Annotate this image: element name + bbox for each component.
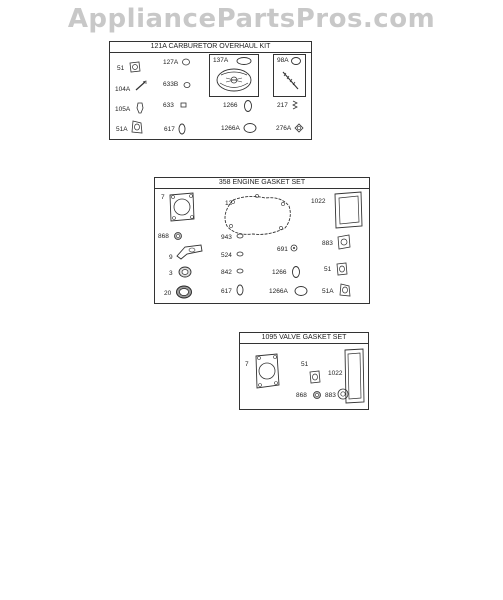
part-label-633B: 633B: [163, 81, 179, 88]
oring-1266-icon: [243, 99, 253, 113]
part-label-51: 51: [301, 361, 309, 368]
part-label-98A: 98A: [277, 57, 289, 64]
cylinder-head-gasket-7-icon: [167, 191, 197, 223]
washer-127A-icon: [181, 57, 191, 67]
part-label-51A: 51A: [116, 126, 128, 133]
oil-seal-20-icon: [175, 284, 193, 300]
part-label-104A: 104A: [115, 86, 131, 93]
oring-1266A-icon: [242, 122, 258, 134]
oring-943-icon: [235, 232, 245, 240]
part-label-9: 9: [169, 254, 173, 261]
part-label-127A: 127A: [163, 59, 179, 66]
valve-cover-gasket-1022-icon: [331, 190, 365, 230]
part-label-691: 691: [277, 246, 288, 253]
part-label-1022: 1022: [311, 198, 326, 205]
carburetor-kit-title: 121A CARBURETOR OVERHAUL KIT: [110, 42, 311, 53]
engine-gasket-set-title: 358 ENGINE GASKET SET: [155, 178, 369, 189]
gasket-51-icon: [128, 60, 142, 74]
oring-842-icon: [235, 267, 245, 275]
valve-gasket-set-panel: [239, 332, 369, 410]
part-label-524: 524: [221, 252, 232, 259]
part-label-1266A: 1266A: [269, 288, 288, 295]
part-label-51: 51: [324, 266, 332, 273]
seal-868-icon: [312, 390, 322, 400]
gasket-883-icon: [335, 233, 353, 251]
part-label-883: 883: [325, 392, 336, 399]
part-label-51A: 51A: [322, 288, 334, 295]
ring-617-icon: [177, 122, 187, 136]
part-label-276A: 276A: [276, 125, 292, 132]
gasket-276A-icon: [293, 122, 305, 134]
oil-seal-3-icon: [177, 265, 193, 279]
carburetor-overhaul-kit-panel: [109, 41, 312, 140]
part-label-868: 868: [296, 392, 307, 399]
part-label-1022: 1022: [328, 370, 343, 377]
part-box-98A: [273, 54, 306, 97]
washer-691-icon: [289, 243, 299, 253]
float-bowl-gasket-137A-icon: [214, 66, 254, 94]
needle-spring-98A-icon: [280, 69, 302, 93]
part-label-868: 868: [158, 233, 169, 240]
oring-98A-icon: [290, 56, 302, 66]
seal-868-icon: [173, 231, 183, 241]
watermark-logo: AppliancePartsPros.com: [67, 4, 436, 34]
oring-524-icon: [235, 250, 245, 258]
valve-gasket-set-title: 1095 VALVE GASKET SET: [240, 333, 368, 344]
gasket-51A-icon: [130, 119, 144, 135]
spring-217-icon: [290, 99, 300, 111]
part-label-217: 217: [277, 102, 288, 109]
part-label-12: 12: [225, 200, 233, 207]
ring-617-icon: [235, 283, 245, 297]
part-label-1266: 1266: [223, 102, 238, 109]
crankcase-gasket-12-icon: [219, 192, 295, 238]
part-label-883: 883: [322, 240, 333, 247]
part-label-7: 7: [161, 194, 165, 201]
part-label-943: 943: [221, 234, 232, 241]
gasket-51-icon: [308, 369, 322, 385]
gasket-51A-icon: [338, 282, 352, 298]
seat-105A-icon: [135, 101, 145, 115]
needle-104A-icon: [134, 80, 148, 92]
exhaust-gasket-9-icon: [175, 242, 205, 262]
part-label-51: 51: [117, 65, 125, 72]
part-label-842: 842: [221, 269, 232, 276]
part-label-1266A: 1266A: [221, 125, 240, 132]
part-label-20: 20: [164, 290, 172, 297]
oring-1266-icon: [291, 265, 301, 279]
oring-1266A-icon: [293, 285, 309, 297]
oring-137A-icon: [235, 56, 253, 66]
cylinder-head-gasket-7-icon: [252, 351, 282, 391]
gasket-51-icon: [335, 261, 349, 277]
engine-gasket-set-panel: [154, 177, 370, 304]
part-label-7: 7: [245, 361, 249, 368]
plug-633B-icon: [182, 80, 192, 90]
part-label-617: 617: [221, 288, 232, 295]
part-label-3: 3: [169, 270, 173, 277]
part-box-137A: [209, 54, 259, 97]
part-label-105A: 105A: [115, 106, 131, 113]
part-label-137A: 137A: [213, 57, 229, 64]
part-label-617: 617: [164, 126, 175, 133]
plug-633-icon: [179, 100, 189, 110]
gasket-883-icon: [336, 387, 350, 401]
part-label-633: 633: [163, 102, 174, 109]
part-label-1266: 1266: [272, 269, 287, 276]
